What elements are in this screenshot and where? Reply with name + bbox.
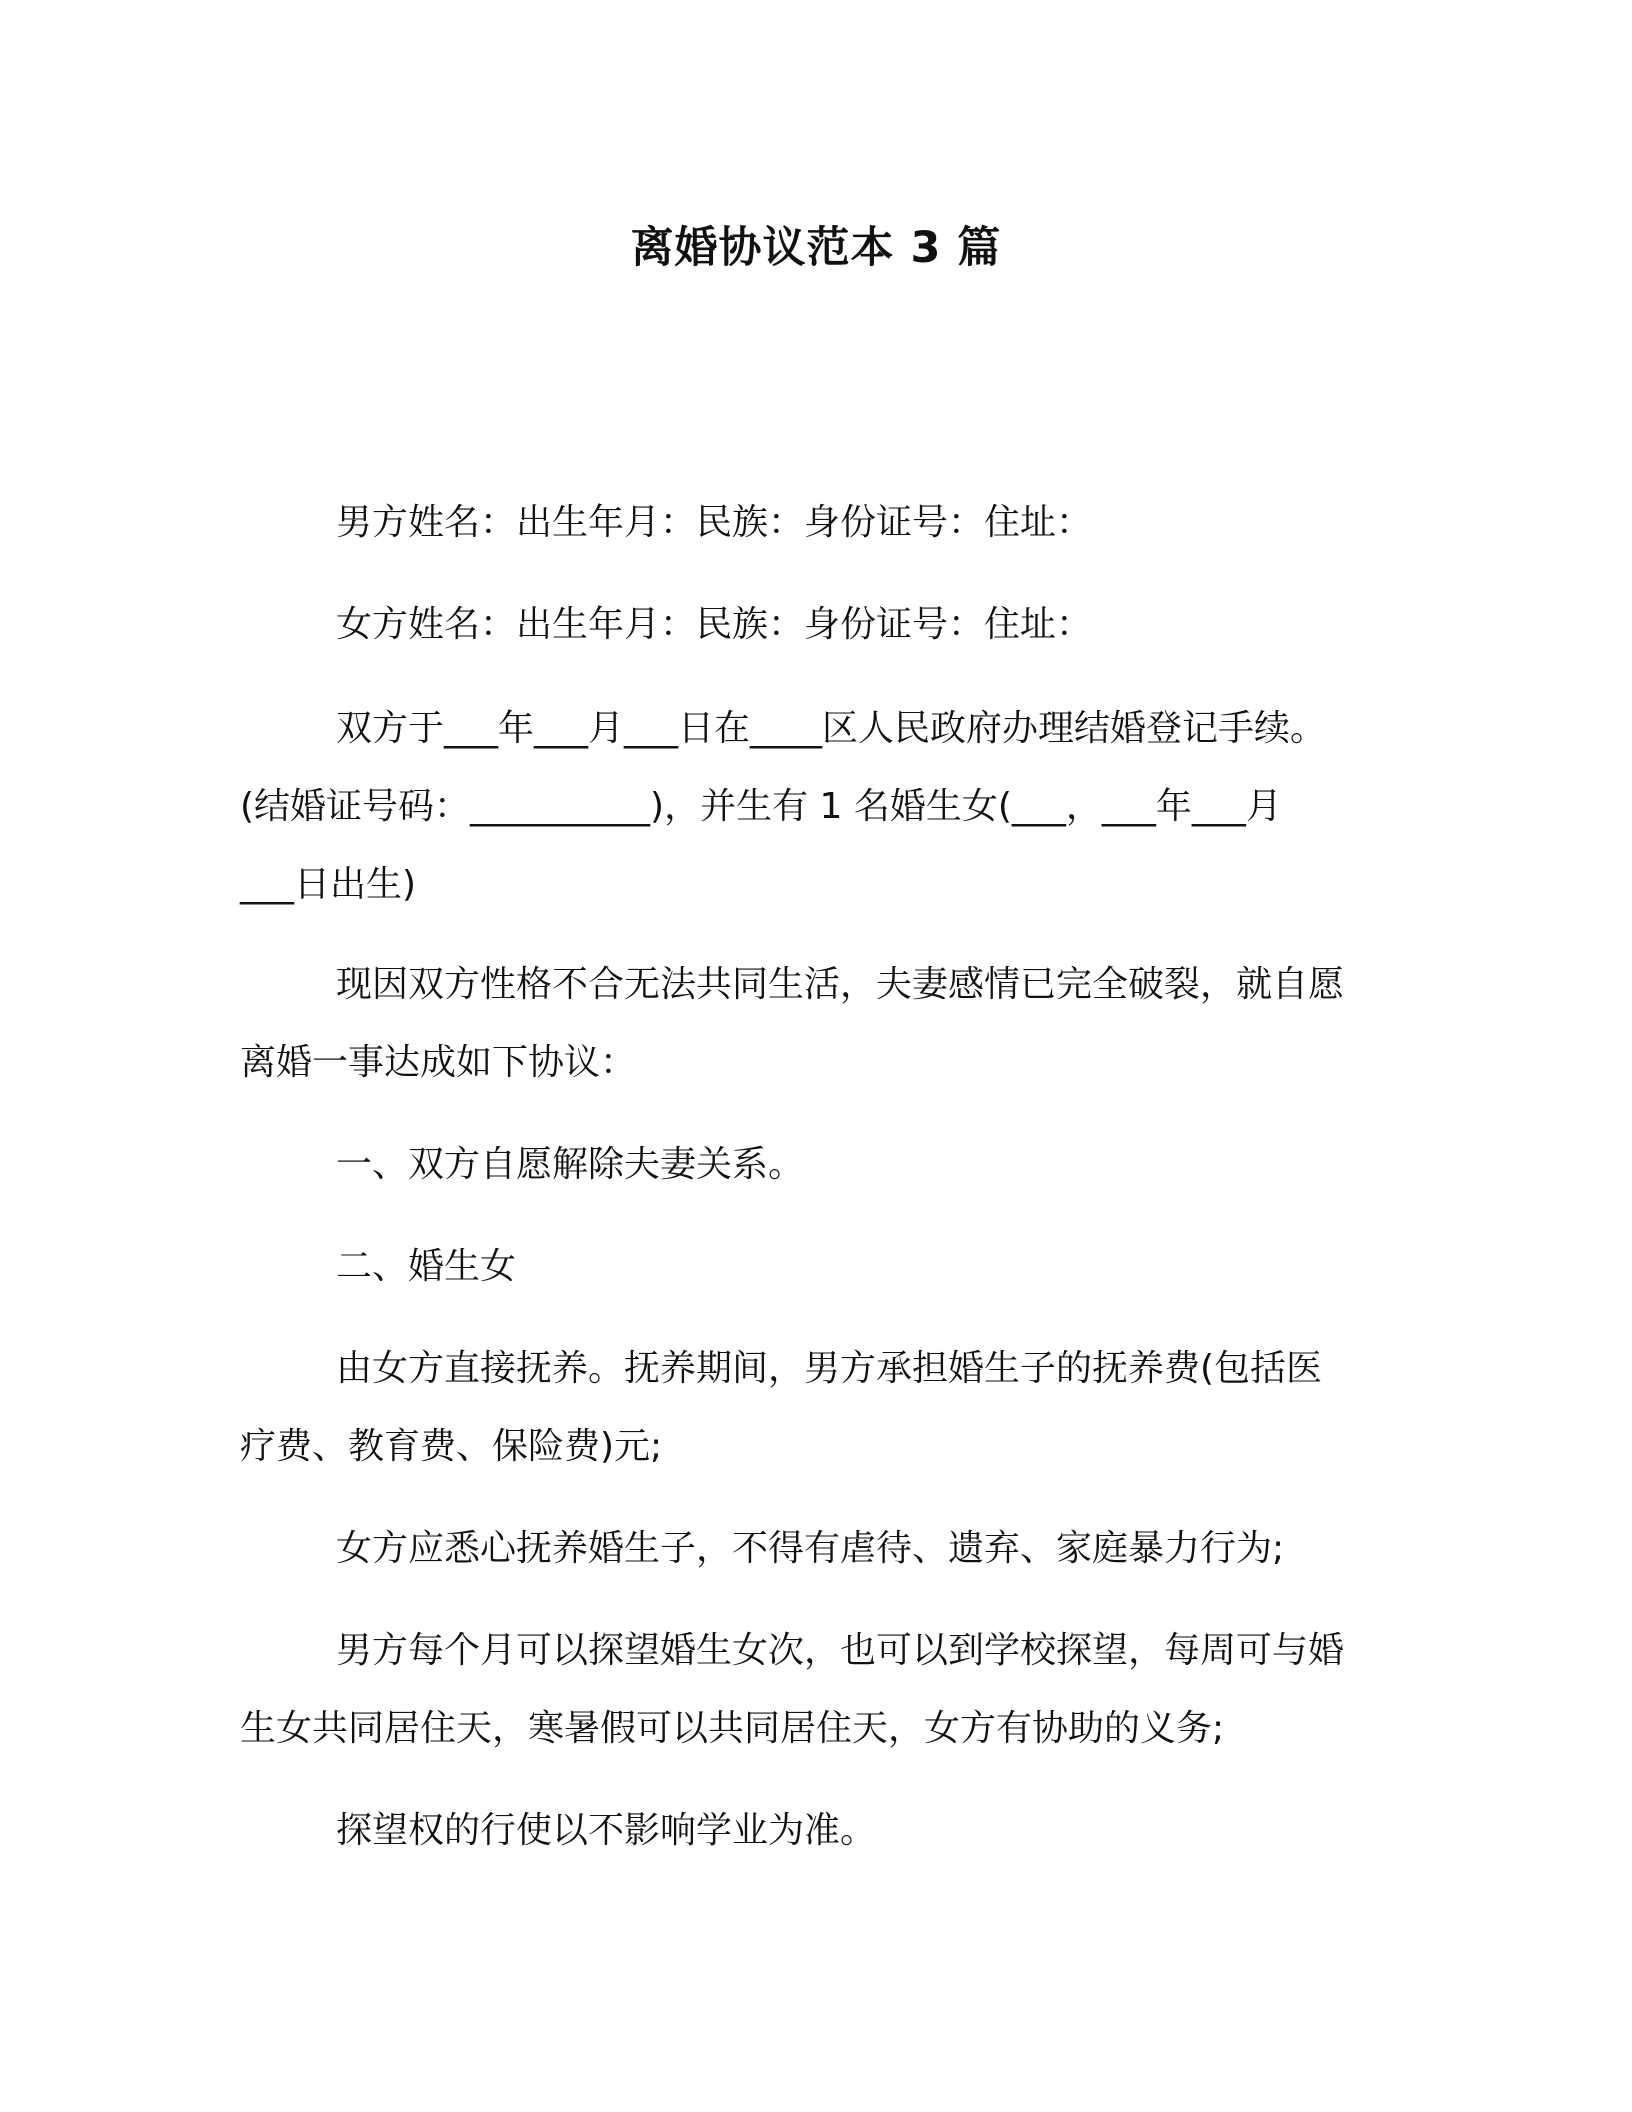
paragraph-custody [240,1330,1392,1486]
paragraph-line: (结婚证号码：__________)，并生有 1 名婚生女(___，___年___月 [240,786,1282,827]
document-title: 离婚协议范本 3 篇 [630,223,1002,273]
clause-one [240,1126,1392,1204]
paragraph-line: 女方姓名：出生年月：民族：身份证号：住址： [336,604,1093,645]
paragraph-line: ___日出生) [240,864,417,905]
paragraph-line: 探望权的行使以不影响学业为准。 [336,1810,877,1851]
paragraph-line: 二、婚生女 [336,1246,517,1287]
paragraph-line: 生女共同居住天，寒暑假可以共同居住天，女方有协助的义务; [240,1708,1225,1749]
clause-two-heading [240,1228,1392,1306]
paragraph-line: 男方姓名：出生年月：民族：身份证号：住址： [336,502,1093,543]
paragraph-care-duty [240,1510,1392,1588]
paragraph-line: 由女方直接抚养。抚养期间，男方承担婚生子的抚养费(包括医 [336,1348,1323,1389]
paragraph-line: 双方于___年___月___日在____区人民政府办理结婚登记手续。 [336,708,1327,749]
paragraph-visitation-limit [240,1792,1392,1870]
paragraph-line: 女方应悉心抚养婚生子，不得有虐待、遗弃、家庭暴力行为; [336,1528,1285,1569]
paragraph-line: 现因双方性格不合无法共同生活，夫妻感情已完全破裂，就自愿 [336,964,1345,1005]
paragraph-line: 男方每个月可以探望婚生女次，也可以到学校探望，每周可与婚 [336,1630,1345,1671]
paragraph-line: 疗费、教育费、保险费)元; [240,1426,663,1467]
paragraph-male-info [240,484,1392,562]
paragraph-female-info [240,586,1392,664]
paragraph-marriage-registration [240,690,1392,924]
paragraph-reason [240,946,1392,1102]
paragraph-visitation [240,1612,1392,1768]
paragraph-line: 一、双方自愿解除夫妻关系。 [336,1144,805,1185]
paragraph-line: 离婚一事达成如下协议： [240,1042,637,1083]
